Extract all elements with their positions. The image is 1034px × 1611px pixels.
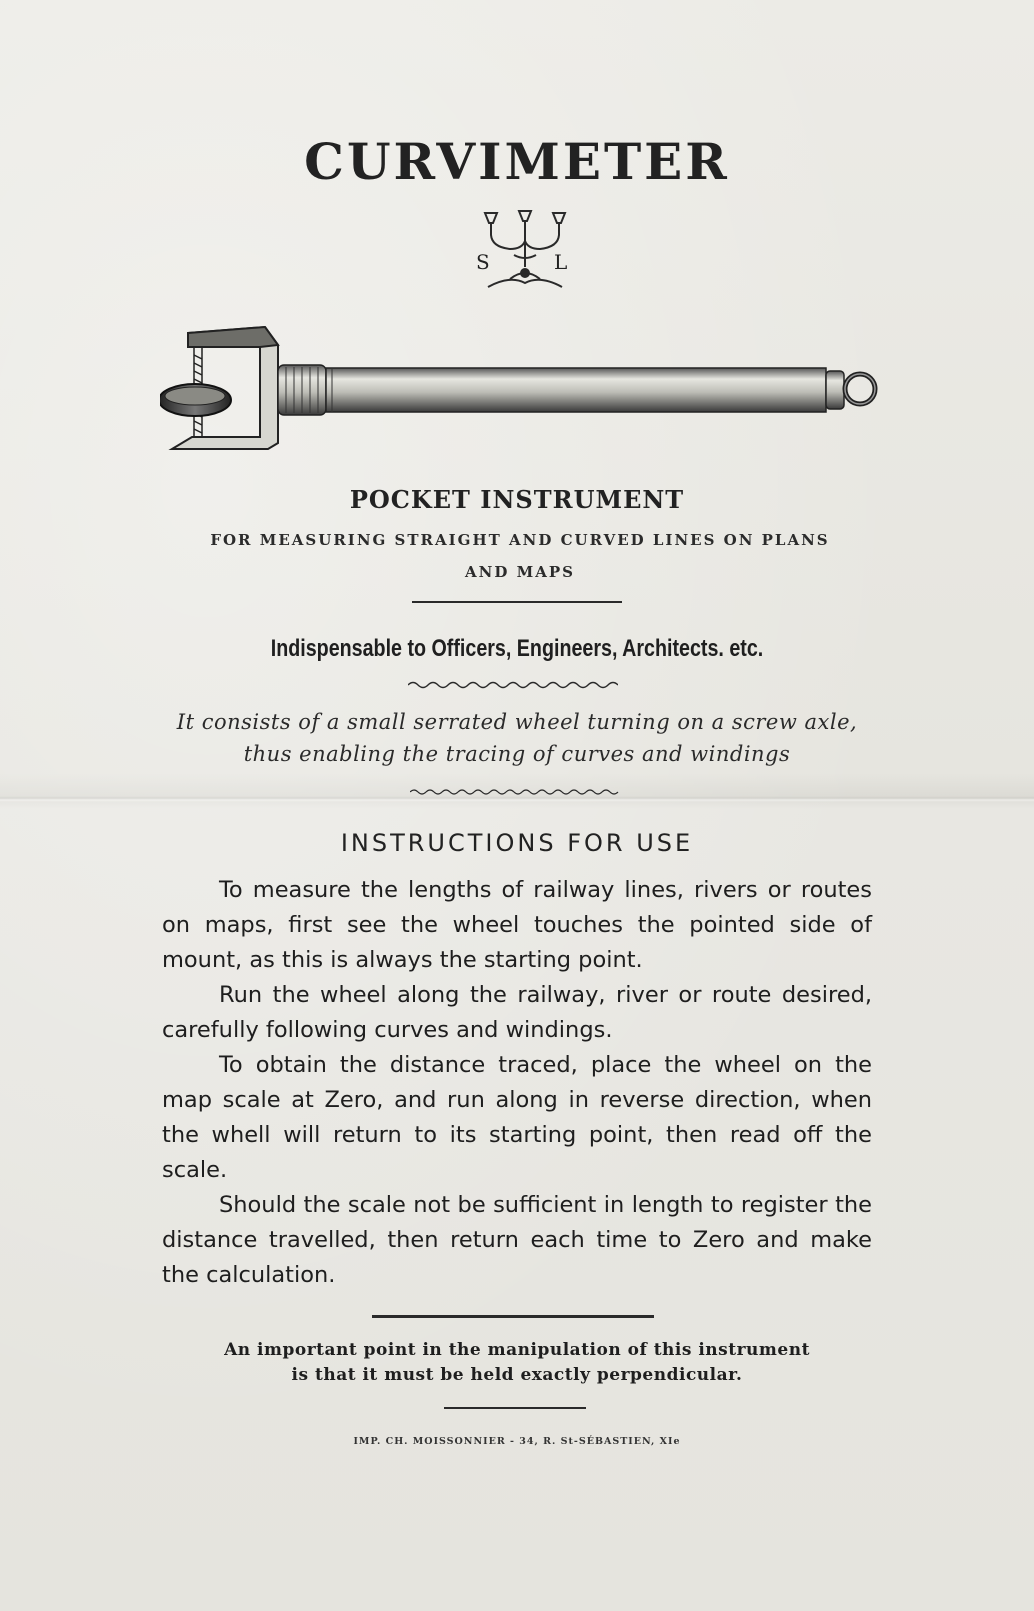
paper-fold — [0, 796, 1034, 802]
curvimeter-illustration — [160, 325, 890, 465]
description-line-2: thus enabling the tracing of curves and windings — [243, 742, 791, 766]
tagline: Indispensable to Officers, Engineers, Architects. etc. — [270, 635, 764, 662]
note-line-2: is that it must be held exactly perpendicular. — [291, 1365, 743, 1385]
svg-text:L: L — [554, 250, 568, 274]
divider-rule — [412, 601, 622, 603]
printer-imprint: IMP. CH. MOISSONNIER - 34, R. St-SÉBASTIEN, XIe — [353, 1436, 681, 1447]
instructions-heading: INSTRUCTIONS FOR USE — [340, 829, 694, 857]
candelabrum-monogram-logo — [470, 205, 580, 300]
divider-rule-thick — [372, 1315, 654, 1318]
instruction-paragraph: To obtain the distance traced, place the wheel on the map scale at Zero, and run along in reverse direction, when the whell will return to its starting point, then read off the scale. — [162, 1052, 872, 1183]
document-title: CURVIMETER — [304, 132, 730, 191]
svg-text:S: S — [476, 250, 490, 274]
subtitle-heading: POCKET INSTRUMENT — [349, 485, 685, 514]
wavy-divider-small — [410, 788, 620, 796]
subtitle-line-2: AND MAPS — [465, 563, 575, 581]
subtitle-line-1: FOR MEASURING STRAIGHT AND CURVED LINES ON PLANS — [210, 531, 830, 549]
divider-rule-short — [444, 1407, 586, 1409]
important-note — [0, 1338, 1034, 1388]
instructions-body — [162, 873, 872, 1293]
instruction-paragraph: Should the scale not be sufficient in length to register the distance travelled, then return each time to Zero and make the calculation. — [162, 1192, 872, 1288]
instruction-paragraph: To measure the lengths of railway lines, rivers or routes on maps, first see the wheel touches the pointed side of mount, as this is always the starting point. — [162, 877, 872, 973]
wavy-divider — [408, 680, 618, 690]
note-line-1: An important point in the manipulation of this instrument — [224, 1340, 810, 1360]
instruction-paragraph: Run the wheel along the railway, river or route desired, carefully following curves and windings. — [162, 982, 872, 1043]
description-line-1: It consists of a small serrated wheel turning on a screw axle, — [176, 710, 858, 734]
